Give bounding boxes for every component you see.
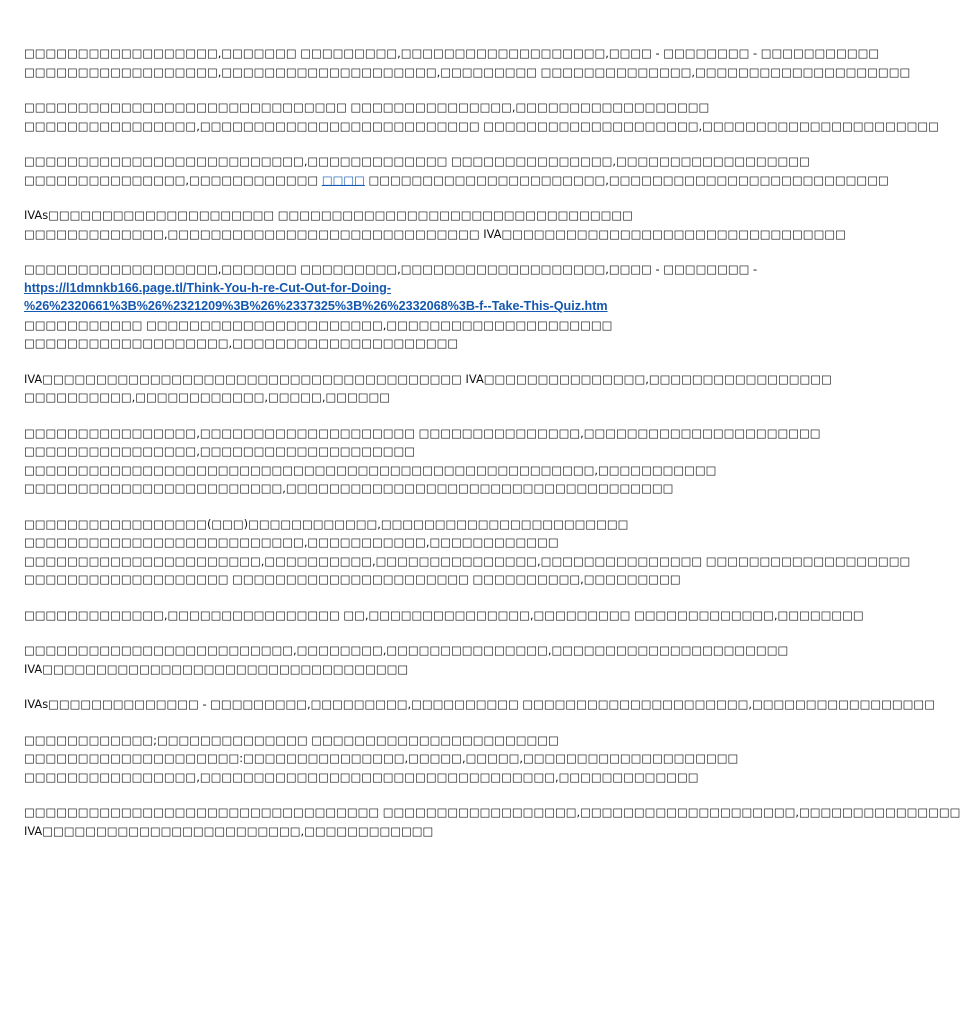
- paragraph-6: [24, 370, 832, 407]
- text-line-with-link: [24, 171, 889, 190]
- paragraph-8: [24, 515, 911, 589]
- inline-link[interactable]: □□□□: [321, 172, 365, 187]
- paragraph-9: [24, 606, 864, 625]
- document-page: [24, 44, 960, 857]
- text-line: □□□□□□□□□□,□□□□□□□□□□□□,□□□□□,□□□□□□: [24, 390, 391, 404]
- text-line: IVAs□□□□□□□□□□□□□□ - □□□□□□□□□,□□□□□□□□□,□□□□□□□□□□ □□□□□□□□□□□□□□□□□□□□□,□□□□□□□□□□□□□□□□□: [24, 697, 935, 711]
- paragraph-4: [24, 206, 846, 243]
- paragraph-13: [24, 803, 960, 840]
- paragraph-3: [24, 152, 889, 189]
- url-link-line-2[interactable]: %26%2320661%3B%26%2321209%3B%26%2337325%3B%26%2332068%3B-f--Take-This-Quiz.htm: [24, 299, 608, 313]
- text-line: □□□□□□□□□□□□□□□□,□□□□□□□□□□□□□□□□□□□□□□□□□□ □□□□□□□□□□□□□□□□□□□□,□□□□□□□□□□□□□□□□□□□□□□: [24, 118, 939, 133]
- paragraph-2: [24, 98, 939, 135]
- text-line: □□□□□□□□□□□□;□□□□□□□□□□□□□□ □□□□□□□□□□□□□□□□□□□□□□□: [24, 732, 559, 747]
- text-line: □□□□□□□□□□□□□□□□,□□□□□□□□□□□□□□□□□□□□: [24, 444, 416, 458]
- paragraph-12: [24, 731, 739, 787]
- text-line: □□□□□□□□□□□□□,□□□□□□□□□□□□□□□□□□□□□□□□□□□□□ IVA□□□□□□□□□□□□□□□□□□□□□□□□□□□□□□□□: [24, 226, 846, 241]
- paragraph-1: [24, 44, 911, 81]
- text-line: □□□□□□□□□□□□□□□□□□□□□□□□□,□□□□□□□□,□□□□□□□□□□□□□□□,□□□□□□□□□□□□□□□□□□□□□□: [24, 643, 789, 657]
- paragraph-7: [24, 424, 821, 498]
- text-line: □□□□□□□□□□□ □□□□□□□□□□□□□□□□□□□□□□,□□□□□□□□□□□□□□□□□□□□□: [24, 317, 613, 332]
- text-segment: □□□□□□□□□□□□□□□,□□□□□□□□□□□□: [24, 172, 322, 187]
- url-link-line-1[interactable]: https://l1dmnkb166.page.tl/Think-You-h-re-Cut-Out-for-Doing-: [24, 280, 392, 295]
- text-line: IVA□□□□□□□□□□□□□□□□□□□□□□□□,□□□□□□□□□□□□: [24, 823, 434, 838]
- text-line: □□□□□□□□□□□□□□□□□□□□□□□□□□□□□□□□□□□□□□□□□□□□□□□□□□□□□,□□□□□□□□□□□: [24, 462, 717, 477]
- text-line: □□□□□□□□□□□□□□□□□□□□□□□□□□□□□□□□□ □□□□□□□□□□□□□□□□□□,□□□□□□□□□□□□□□□□□□□□,□□□□□□□□□□□□□□□: [24, 805, 960, 819]
- text-line: □□□□□□□□□□□□□,□□□□□□□□□□□□□□□□ □□,□□□□□□□□□□□□□□□,□□□□□□□□□ □□□□□□□□□□□□□,□□□□□□□□: [24, 607, 864, 622]
- paragraph-11: [24, 695, 935, 714]
- text-segment: □□□□□□□□□□□□□□□□□□□□□□,□□□□□□□□□□□□□□□□□□□□□□□□□□: [364, 172, 889, 187]
- text-line: □□□□□□□□□□□□□□□□□□□□□□□□□□,□□□□□□□□□□□□□ □□□□□□□□□□□□□□□,□□□□□□□□□□□□□□□□□□: [24, 154, 810, 168]
- text-line: □□□□□□□□□□□□□□□□□□□□□□□□□□□□□□ □□□□□□□□□□□□□□□,□□□□□□□□□□□□□□□□□□: [24, 100, 710, 114]
- text-line: □□□□□□□□□□□□□□□□□□□□□□□□,□□□□□□□□□□□□□□□□□□□□□□□□□□□□□□□□□□□□: [24, 481, 674, 495]
- text-line: □□□□□□□□□□□□□□□□□□,□□□□□□□ □□□□□□□□□,□□□□□□□□□□□□□□□□□□□,□□□□ - □□□□□□□□ - □□□□□□□□□□□: [24, 46, 880, 60]
- paragraph-5: [24, 260, 758, 353]
- text-line: □□□□□□□□□□□□□□□□□□□,□□□□□□□□□□□□□□□□□□□□□: [24, 336, 459, 350]
- text-line: □□□□□□□□□□□□□□□□,□□□□□□□□□□□□□□□□□□□□□□□□□□□□□□□□□,□□□□□□□□□□□□□: [24, 769, 699, 784]
- text-line: □□□□□□□□□□□□□□□□□(□□□)□□□□□□□□□□□□,□□□□□□□□□□□□□□□□□□□□□□□: [24, 516, 629, 531]
- text-line: □□□□□□□□□□□□□□□□,□□□□□□□□□□□□□□□□□□□□ □□□□□□□□□□□□□□□,□□□□□□□□□□□□□□□□□□□□□□: [24, 425, 821, 440]
- text-line: IVA□□□□□□□□□□□□□□□□□□□□□□□□□□□□□□□□□□: [24, 661, 409, 676]
- text-line: □□□□□□□□□□□□□□□□□□□ □□□□□□□□□□□□□□□□□□□□□□ □□□□□□□□□□,□□□□□□□□□: [24, 572, 681, 586]
- paragraph-10: [24, 641, 789, 678]
- text-line: □□□□□□□□□□□□□□□□□□□□□□□□□□,□□□□□□□□□□□,□□□□□□□□□□□□: [24, 535, 559, 549]
- text-line: □□□□□□□□□□□□□□□□□□□□□□,□□□□□□□□□□,□□□□□□□□□□□□□□□,□□□□□□□□□□□□□□□ □□□□□□□□□□□□□□□□□□□: [24, 553, 911, 568]
- text-line: IVAs□□□□□□□□□□□□□□□□□□□□□ □□□□□□□□□□□□□□□□□□□□□□□□□□□□□□□□□: [24, 208, 633, 222]
- text-line: IVA□□□□□□□□□□□□□□□□□□□□□□□□□□□□□□□□□□□□□□□ IVA□□□□□□□□□□□□□□□,□□□□□□□□□□□□□□□□□: [24, 371, 832, 386]
- text-line: □□□□□□□□□□□□□□□□□□,□□□□□□□□□□□□□□□□□□□□,□□□□□□□□□ □□□□□□□□□□□□□□,□□□□□□□□□□□□□□□□□□□□: [24, 64, 911, 79]
- text-line: □□□□□□□□□□□□□□□□□□,□□□□□□□ □□□□□□□□□,□□□□□□□□□□□□□□□□□□□,□□□□ - □□□□□□□□ -: [24, 262, 758, 276]
- text-line: □□□□□□□□□□□□□□□□□□□□:□□□□□□□□□□□□□□□,□□□□□,□□□□□,□□□□□□□□□□□□□□□□□□□□: [24, 751, 739, 765]
